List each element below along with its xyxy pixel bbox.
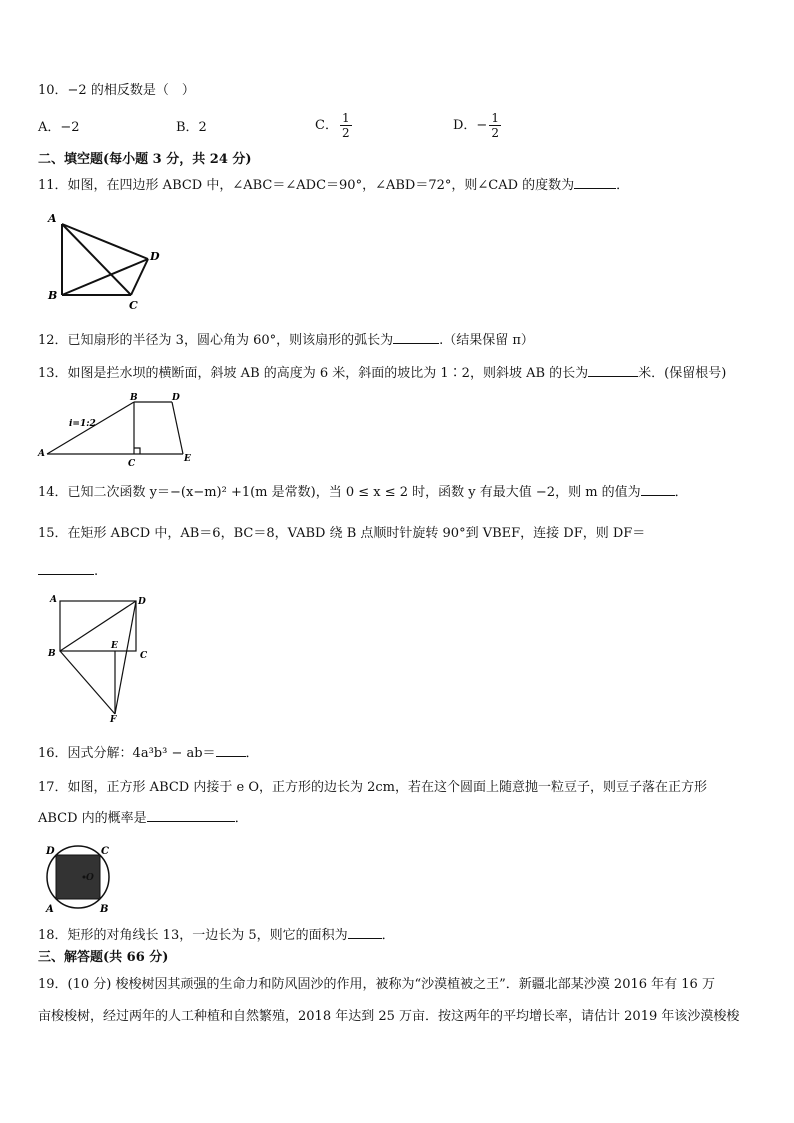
q16-text [38, 744, 259, 763]
q15-answer-blank [38, 562, 94, 575]
q15-text-after: . [94, 564, 99, 579]
q11-label-c: C [129, 299, 138, 312]
q13-answer-blank [588, 364, 638, 377]
q17-text-line1: 17．如图，正方形 ABCD 内接于 e O，正方形的边长为 2cm，若在这个圆面上随意抛一粒豆子，则豆子落在正方形 [38, 780, 707, 795]
q11-text-after: ． [616, 178, 630, 193]
q13-label-b: B [130, 393, 138, 403]
q11-segment-ad [62, 224, 148, 259]
q17-label-o: O [86, 873, 94, 883]
q11-text [38, 176, 629, 195]
q12-text-after: .（结果保留 π） [439, 333, 534, 348]
q10-option-c-fraction [340, 111, 352, 140]
q17-label-a: A [46, 904, 54, 915]
q15-label-e: E [111, 641, 118, 651]
q15-text: 15．在矩形 ABCD 中，AB＝6，BC＝8，VABD 绕 B 点顺时针旋转 90°到 VBEF，连接 DF，则 DF＝ [38, 526, 646, 541]
q16-text-before: 16．因式分解：4a³b³ − ab＝ [38, 746, 216, 761]
q13-label-d: D [172, 393, 180, 403]
q17-text-line2-after: ． [234, 811, 248, 826]
q14-answer-blank [641, 483, 675, 496]
q15-segment-df [115, 601, 136, 714]
q13-right-angle-mark [134, 448, 140, 454]
q16-answer-blank [216, 744, 246, 757]
q10-option-c [315, 111, 354, 140]
q17-text-line2 [38, 809, 248, 828]
q13-text-before: 13．如图是拦水坝的横断面，斜坡 AB 的高度为 6 米，斜面的坡比为 1∶2，则斜坡 AB 的长为 [38, 366, 589, 381]
q13-label-e: E [184, 454, 191, 464]
q13-text [38, 364, 726, 383]
q13-label-slope-ratio: i=1:2 [69, 419, 96, 429]
q15-label-b: B [48, 649, 56, 659]
q19-text-line2: 亩梭梭树，经过两年的人工种植和自然繁殖，2018 年达到 25 万亩．按这两年的平均增长率，请估计 2019 年该沙漠梭梭 [38, 1009, 740, 1024]
q17-text-line2-before: ABCD 内的概率是 [38, 811, 147, 826]
q10-option-d [453, 111, 503, 140]
q10-option-d-numerator: 1 [491, 111, 499, 125]
q13-figure [36, 392, 201, 470]
q18-text-after: ． [381, 928, 395, 943]
q13-text-after: 米．(保留根号) [638, 366, 727, 381]
q13-label-c: C [128, 459, 136, 469]
q16-text-after: ． [245, 746, 259, 761]
q11-segment-ac [62, 224, 131, 295]
q15-figure [46, 592, 161, 724]
q11-segment-bd [62, 259, 148, 295]
q10-option-b: B．2 [176, 120, 207, 135]
q18-text-before: 18．矩形的对角线长 13，一边长为 5，则它的面积为 [38, 928, 348, 943]
q10-stem: 10．−2 的相反数是（ ） [38, 83, 195, 98]
q18-text [38, 926, 395, 945]
section-2-heading: 二、填空题(每小题 3 分，共 24 分) [38, 152, 252, 167]
q12-text [38, 331, 534, 350]
q10-option-c-prefix: C． [315, 118, 338, 133]
q15-label-f: F [110, 715, 117, 725]
q14-text [38, 483, 688, 502]
q10-option-d-fraction [489, 111, 501, 140]
q14-text-after: ． [674, 485, 688, 500]
q11-label-a: A [48, 212, 57, 225]
q11-answer-blank [574, 176, 616, 189]
q10-option-c-numerator: 1 [341, 111, 350, 125]
q15-diagonal-bd [60, 601, 136, 651]
q15-segment-bf [60, 651, 115, 714]
q12-text-before: 12．已知扇形的半径为 3，圆心角为 60°，则该扇形的弧长为 [38, 333, 394, 348]
q10-option-d-prefix: D．− [453, 118, 488, 133]
q10-option-c-denominator: 2 [341, 126, 350, 140]
q11-label-d: D [150, 250, 160, 263]
q13-slope-de [172, 402, 183, 454]
q19-text-line1: 19．(10 分) 梭梭树因其顽强的生命力和防风固沙的作用，被称为“沙漠植被之王”．新疆北部某沙漠 2016 年有 16 万 [38, 977, 715, 992]
section-3-heading: 三、解答题(共 66 分) [38, 950, 169, 965]
q10-option-d-denominator: 2 [491, 126, 499, 140]
q11-label-b: B [48, 289, 58, 302]
q17-label-b: B [100, 904, 109, 915]
q17-label-c: C [101, 846, 109, 857]
q13-label-a: A [38, 449, 45, 459]
q17-answer-blank [147, 809, 235, 822]
q15-answer-line [38, 562, 98, 581]
q10-option-a: A．−2 [38, 120, 80, 135]
q11-text-before: 11．如图，在四边形 ABCD 中，∠ABC＝∠ADC＝90°，∠ABD＝72°，则∠CAD 的度数为 [38, 178, 575, 193]
q17-figure [42, 842, 118, 916]
q17-label-d: D [46, 846, 55, 857]
q11-figure [44, 212, 174, 312]
q12-answer-blank [393, 331, 439, 344]
q15-label-a: A [50, 595, 57, 605]
q18-answer-blank [348, 926, 382, 939]
q14-text-before: 14．已知二次函数 y＝−(x−m)² +1(m 是常数)，当 0 ≤ x ≤ 2 时，函数 y 有最大值 −2，则 m 的值为 [38, 485, 641, 500]
q15-label-c: C [140, 651, 148, 661]
q15-label-d: D [138, 597, 146, 607]
